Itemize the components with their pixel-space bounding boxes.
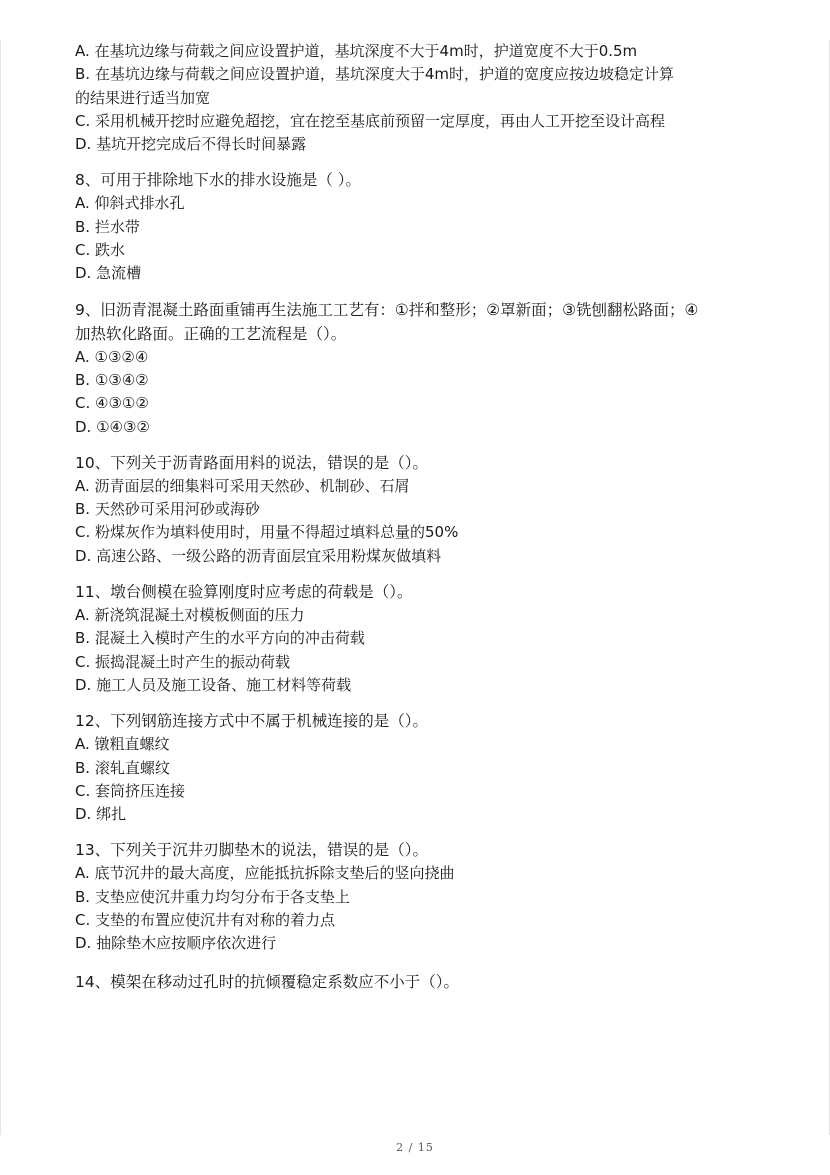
page-content [75,40,765,994]
question-stem: 14、模架在移动过孔时的抗倾覆稳定系数应不小于（）。 [75,972,459,991]
option-c: C. 振捣混凝土时产生的振动荷载 [75,652,291,671]
option-d: D. 急流槽 [75,264,142,283]
option-b: B. ①③④② [75,370,149,389]
option-a: A. 仰斜式排水孔 [75,194,185,213]
option-a: A. 沥青面层的细集料可采用天然砂、机制砂、石屑 [75,476,410,495]
option-line: B. 在基坑边缘与荷载之间应设置护道，基坑深度大于4m时，护道的宽度应按边坡稳定计算 [75,65,674,84]
option-c: C. ④③①② [75,394,149,413]
option-a: A. 新浇筑混凝土对模板侧面的压力 [75,606,305,625]
question-stem: 10、下列关于沥青路面用料的说法，错误的是（）。 [75,453,428,472]
option-a: A. 镦粗直螺纹 [75,735,170,754]
option-b: B. 支垫应使沉井重力均匀分布于各支垫上 [75,887,350,906]
option-d: D. 抽除垫木应按顺序依次进行 [75,934,277,953]
question-10 [75,451,765,568]
question-11 [75,580,765,697]
option-d: D. ①④③② [75,417,150,436]
question-stem-cont: 加热软化路面。正确的工艺流程是（）。 [75,324,347,343]
option-line: A. 在基坑边缘与荷载之间应设置护道，基坑深度不大于4m时，护道宽度不大于0.5m [75,42,638,60]
question-stem: 9、旧沥青混凝土路面重铺再生法施工工艺有：①拌和整形；②罩新面；③铣刨翻松路面；④ [75,300,699,319]
option-b: B. 天然砂可采用河砂或海砂 [75,500,260,519]
option-b: B. 拦水带 [75,217,140,236]
question-stem: 13、下列关于沉井刃脚垫木的说法，错误的是（）。 [75,841,428,860]
option-c: C. 支垫的布置应使沉井有对称的着力点 [75,911,336,930]
continued-options [75,40,765,156]
option-line: C. 采用机械开挖时应避免超挖，宜在挖至基底前预留一定厚度，再由人工开挖至设计高程 [75,111,666,130]
question-12 [75,709,765,826]
option-a: A. ①③②④ [75,347,149,366]
option-a: A. 底节沉井的最大高度，应能抵抗拆除支垫后的竖向挠曲 [75,864,455,883]
option-d: D. 绑扎 [75,805,127,824]
question-8 [75,168,765,285]
option-line: D. 基坑开挖完成后不得长时间暴露 [75,135,307,154]
option-c: C. 粉煤灰作为填料使用时，用量不得超过填料总量的50% [75,523,459,542]
option-c: C. 套筒挤压连接 [75,781,186,800]
option-d: D. 高速公路、一级公路的沥青面层宜采用粉煤灰做填料 [75,546,442,565]
option-c: C. 跌水 [75,241,126,260]
option-b: B. 混凝土入模时产生的水平方向的冲击荷载 [75,629,365,648]
question-stem: 11、墩台侧模在验算刚度时应考虑的荷载是（）。 [75,583,413,602]
question-13 [75,838,765,955]
option-d: D. 施工人员及施工设备、施工材料等荷载 [75,675,352,694]
page-indicator: 2 / 15 [396,1141,434,1154]
question-stem: 8、可用于排除地下水的排水设施是（ ）。 [75,171,362,190]
question-stem: 12、下列钢筋连接方式中不属于机械连接的是（）。 [75,712,428,731]
option-line: 的结果进行适当加宽 [75,88,211,107]
question-9 [75,298,765,439]
option-b: B. 滚轧直螺纹 [75,758,170,777]
question-14 [75,970,765,994]
